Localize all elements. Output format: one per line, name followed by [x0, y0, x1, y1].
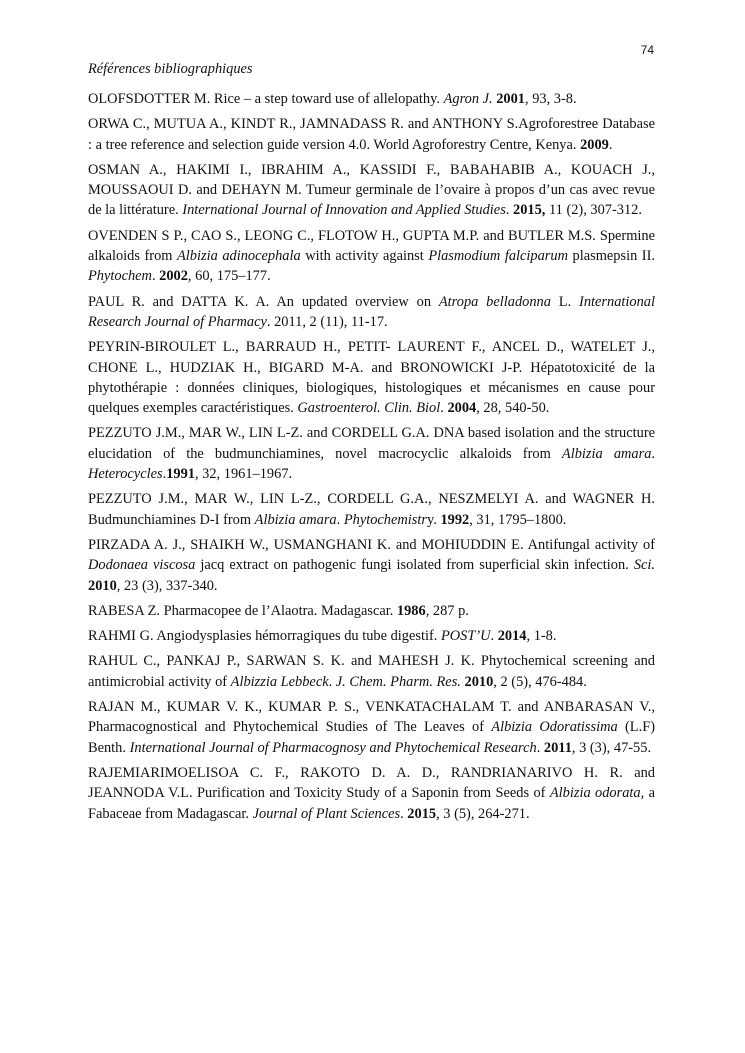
reference-entry [88, 763, 655, 824]
reference-text: RAHUL C., PANKAJ P., SARWAN S. K. and MAHESH J. K. Phytochemical screening and antimicrobial activity of [88, 653, 655, 690]
reference-text: RAHMI G. Angiodysplasies hémorragiques du tube digestif. [88, 628, 441, 645]
reference-text: . [490, 628, 498, 645]
reference-text: . [328, 673, 336, 690]
reference-text: OSMAN A., HAKIMI I., IBRAHIM A., KASSIDI F., BABAHABIB A., KOUACH J., MOUSSAOUI D. and DEHAYN M. Tumeur germinale de l’ovaire à propos d’un cas avec revue de la littérature. [88, 161, 655, 219]
italic-text: Dodonaea viscosa [88, 557, 196, 574]
reference-list [88, 89, 655, 829]
reference-entry [88, 89, 655, 109]
italic-text: Phytochem [88, 268, 152, 285]
reference-text: , 93, 3-8. [525, 91, 577, 107]
bold-text: 2009 [580, 136, 609, 153]
italic-text: Albizia Odoratissima [491, 719, 618, 736]
reference-text: a Fabaceae from Madagascar. [88, 785, 656, 822]
reference-text: PEZZUTO J.M., MAR W., LIN L-Z., CORDELL G.A., NESZMELYI A. and WAGNER H. Budmunchiamines D-I from [88, 491, 655, 528]
reference-entry [88, 114, 655, 155]
reference-text: PEYRIN-BIROULET L., BARRAUD H., PETIT- LAURENT F., ANCEL D., WATELET J., CHONE L., HUDZIAK H., BIGARD M-A. and BRONOWICKI J-P. Hépatotoxicité de la phytothérapie : données cliniques, biologiques, histologiques et mécanismes en cause pour quelques exemples caractéristiques. [88, 339, 655, 417]
reference-text: . [440, 400, 448, 417]
reference-entry [88, 489, 655, 530]
reference-text: L. [550, 293, 580, 310]
reference-text: RAJAN M., KUMAR V. K., KUMAR P. S., VENKATACHALAM T. and ANBARASAN V., Pharmacognostical and Phytochemical Studies of The Leaves of [88, 699, 655, 736]
italic-text: Agron J. [443, 91, 493, 107]
reference-entry [88, 423, 655, 484]
italic-text: International Research Journal of Pharmacy [88, 293, 655, 330]
reference-text: . [400, 805, 408, 822]
bold-text: 2011 [543, 739, 572, 756]
reference-text: , 3 (3), 47-55. [571, 739, 652, 756]
reference-text: PEZZUTO J.M., MAR W., LIN L-Z. and CORDELL G.A. DNA based isolation and the structure elucidation of the budmunchiamines, novel macrocyclic alkaloids from [88, 425, 655, 462]
italic-text: Albizia odorata, [549, 785, 645, 802]
reference-entry [88, 292, 655, 333]
reference-text: (L.F) Benth. [88, 719, 655, 756]
reference-text: . [651, 445, 656, 462]
reference-text: , 32, 1961–1967. [194, 466, 293, 483]
italic-text: Gastroenterol. Clin. Biol [297, 400, 441, 417]
reference-text: , 31, 1795–1800. [469, 511, 567, 528]
italic-text: International Journal of Innovation and Applied Studies [182, 202, 506, 219]
reference-text: , 28, 540-50. [476, 400, 550, 417]
reference-text: jacq extract on pathogenic fungi isolated from superficial skin infection. [195, 557, 634, 574]
reference-text: ORWA C., MUTUA A., KINDT R., JAMNADASS R. and ANTHONY S.Agroforestree Database : a tree reference and selection guide version 4.0. World Agroforestry Centre, Kenya. [88, 116, 655, 153]
reference-text: , 3 (5), 264-271. [436, 805, 530, 822]
bold-text: 1986 [396, 602, 426, 619]
reference-entry [88, 226, 655, 287]
bold-text: 2004 [447, 400, 477, 417]
reference-entry [88, 535, 655, 596]
reference-text: with activity against [300, 248, 429, 265]
reference-text: . [336, 511, 344, 528]
italic-text: International Journal of Pharmacognosy and Phytochemical Research [129, 739, 537, 756]
bold-text: 2010 [464, 673, 494, 690]
italic-text: Albizzia Lebbeck [230, 673, 329, 690]
reference-text: . 2011, 2 (11), 11-17. [266, 313, 388, 330]
reference-text: plasmepsin II. [567, 248, 655, 265]
running-header: Références bibliographiques [88, 61, 253, 77]
italic-text: Sci. [633, 557, 655, 574]
bold-text: 2015 [407, 805, 437, 822]
reference-text: . [608, 136, 613, 153]
reference-text: OLOFSDOTTER M. Rice – a step toward use of allelopathy. [88, 91, 444, 107]
italic-text: Phytochemistr [343, 511, 427, 528]
bold-text: 2014 [497, 628, 527, 645]
reference-text: PIRZADA A. J., SHAIKH W., USMANGHANI K. and MOHIUDDIN E. Antifungal activity of [88, 536, 655, 553]
reference-entry [88, 697, 655, 758]
italic-text: Albizia amara [254, 511, 337, 528]
reference-entry [88, 601, 655, 621]
reference-text: PAUL R. and DATTA K. A. An updated overview on [88, 293, 439, 310]
italic-text: J. Chem. Pharm. Res. [335, 673, 461, 690]
page-number: 74 [640, 43, 654, 57]
reference-text: , 60, 175–177. [187, 268, 271, 285]
reference-text: , 1-8. [526, 628, 557, 645]
reference-entry [88, 626, 655, 646]
italic-text: Albizia amara [561, 445, 652, 462]
bold-text: 2001 [496, 91, 525, 107]
reference-text: , 23 (3), 337-340. [116, 577, 218, 594]
reference-text: 11 (2), 307-312. [545, 202, 642, 219]
reference-text: , 2 (5), 476-484. [493, 673, 587, 690]
bold-text: 1992 [440, 511, 470, 528]
bold-text: 1991 [166, 466, 195, 483]
italic-text: Heterocycles [88, 466, 163, 483]
italic-text: Journal of Plant Sciences [252, 805, 401, 822]
reference-text: RABESA Z. Pharmacopee de l’Alaotra. Madagascar. [88, 602, 397, 619]
reference-entry [88, 651, 655, 692]
italic-text: Plasmodium falciparum [428, 248, 568, 265]
reference-text: . [162, 466, 167, 483]
reference-entry [88, 337, 655, 418]
reference-text: . [536, 739, 544, 756]
reference-text: , 287 p. [425, 602, 469, 619]
reference-text: RAJEMIARIMOELISOA C. F., RAKOTO D. A. D., RANDRIANARIVO H. R. and JEANNODA V.L. Purification and Toxicity Study of a Saponin from Seeds of [88, 764, 655, 802]
bold-text: 2010 [88, 577, 117, 594]
bold-text: 2015, [513, 202, 546, 219]
italic-text: POST’U [440, 628, 491, 645]
bold-text: 2002 [159, 268, 188, 285]
reference-text: OVENDEN S P., CAO S., LEONG C., FLOTOW H., GUPTA M.P. and BUTLER M.S. Spermine alkaloids from [88, 227, 655, 265]
reference-text: y. [426, 511, 441, 528]
reference-text: . [505, 202, 513, 219]
italic-text: Albizia adinocephala [177, 248, 301, 265]
reference-entry [88, 160, 655, 221]
reference-text: . [151, 268, 160, 285]
italic-text: Atropa belladonna [438, 293, 551, 310]
